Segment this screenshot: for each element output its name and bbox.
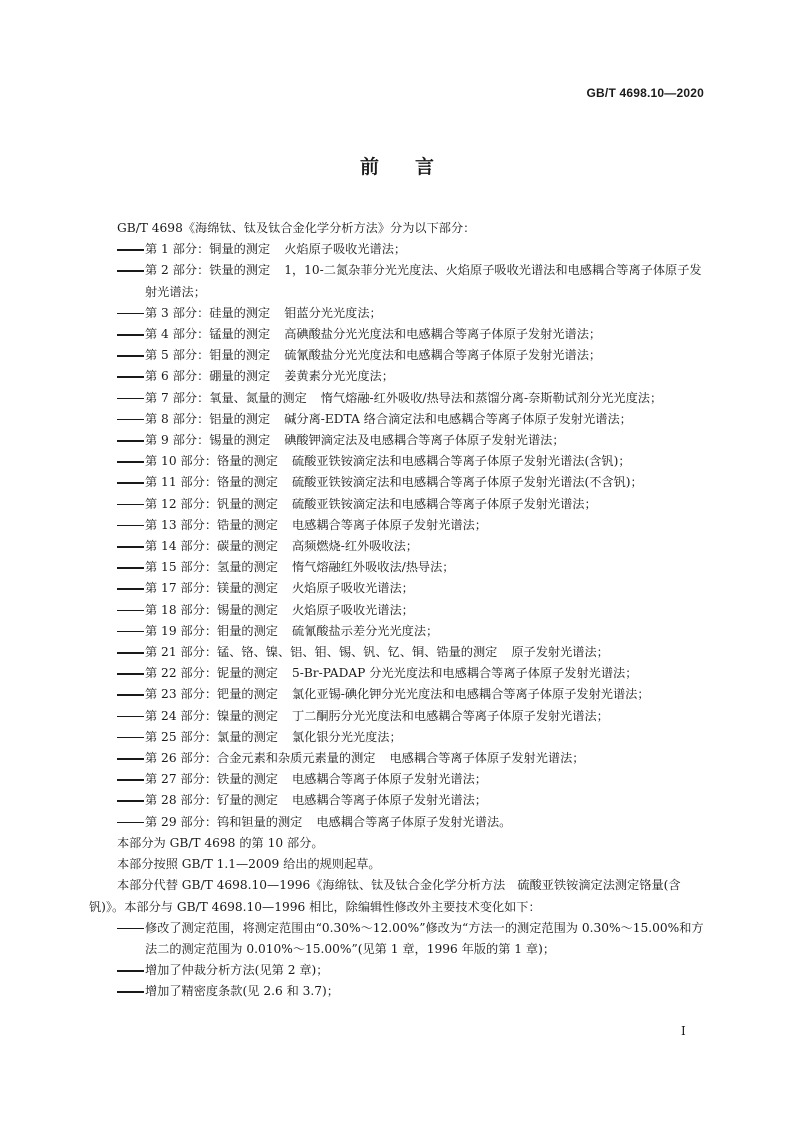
part-label: 第 23 部分：钯量的测定 xyxy=(145,687,278,702)
document-body xyxy=(89,218,707,1003)
part-method: 氯化亚锡-碘化钾分光光度法和电感耦合等离子体原子发射光谱法； xyxy=(291,687,650,702)
part-label: 第 14 部分：碳量的测定 xyxy=(145,539,278,554)
part-method: 原子发射光谱法； xyxy=(511,645,609,660)
part-label: 第 6 部分：硼量的测定 xyxy=(145,369,271,384)
list-item xyxy=(89,345,707,366)
part-label: 第 2 部分：铁量的测定 xyxy=(145,263,271,278)
list-item xyxy=(89,600,707,621)
part-method: 电感耦合等离子体原子发射光谱法； xyxy=(291,793,487,808)
part-method: 姜黄素分光光度法； xyxy=(284,369,394,384)
part-method: 电感耦合等离子体原子发射光谱法； xyxy=(291,517,487,532)
part-method: 惰气熔融红外吸收法/热导法； xyxy=(291,560,455,575)
standard-code: GB/T 4698.10—2020 xyxy=(586,86,704,100)
list-item xyxy=(89,494,707,515)
list-item xyxy=(89,388,707,409)
list-item xyxy=(89,366,707,387)
part-method: 火焰原子吸收光谱法； xyxy=(291,602,414,617)
part-label: 第 9 部分：锡量的测定 xyxy=(145,433,271,448)
page-number: I xyxy=(681,1024,686,1038)
part-label: 第 13 部分：锆量的测定 xyxy=(145,517,278,532)
change-item: 增加了精密度条款(见 2.6 和 3.7)； xyxy=(89,981,707,1002)
part-label: 第 25 部分：氯量的测定 xyxy=(145,729,278,744)
page-title: 前言 xyxy=(359,156,470,178)
list-item xyxy=(89,409,707,430)
part-label: 第 15 部分：氢量的测定 xyxy=(145,560,278,575)
part-label: 第 24 部分：镍量的测定 xyxy=(145,708,278,723)
part-label: 第 26 部分：合金元素和杂质元素量的测定 xyxy=(145,751,376,766)
part-of-paragraph: 本部分为 GB/T 4698 的第 10 部分。 xyxy=(117,835,324,850)
drafting-paragraph: 本部分按照 GB/T 1.1—2009 给出的规则起草。 xyxy=(117,857,381,872)
part-label: 第 8 部分：铝量的测定 xyxy=(145,411,271,426)
intro-paragraph: GB/T 4698《海绵钛、钛及钛合金化学分析方法》分为以下部分： xyxy=(117,221,476,235)
part-label: 第 19 部分：钼量的测定 xyxy=(145,623,278,638)
part-label: 第 12 部分：钒量的测定 xyxy=(145,496,278,511)
list-item xyxy=(89,430,707,451)
list-item xyxy=(89,451,707,472)
part-method: 硫氰酸盐分光光度法和电感耦合等离子体原子发射光谱法； xyxy=(284,348,602,363)
part-label: 第 11 部分：铬量的测定 xyxy=(145,475,278,490)
list-item xyxy=(89,578,707,599)
part-method: 硫氰酸盐示差分光光度法； xyxy=(291,623,439,638)
part-label: 第 4 部分：锰量的测定 xyxy=(145,327,271,342)
list-item xyxy=(89,663,707,684)
part-method: 碘酸钾滴定法及电感耦合等离子体原子发射光谱法； xyxy=(284,433,565,448)
list-item xyxy=(89,324,707,345)
list-item xyxy=(89,239,707,260)
part-label: 第 10 部分：铬量的测定 xyxy=(145,454,278,469)
part-method: 硫酸亚铁铵滴定法和电感耦合等离子体原子发射光谱法(含钒)； xyxy=(291,454,631,469)
part-method: 火焰原子吸收光谱法； xyxy=(291,581,414,596)
parts-list xyxy=(89,239,707,833)
part-method: 氯化银分光光度法； xyxy=(291,729,402,744)
part-label: 第 5 部分：钼量的测定 xyxy=(145,348,271,363)
part-method: 硫酸亚铁铵滴定法和电感耦合等离子体原子发射光谱法(不含钒)； xyxy=(291,475,643,490)
part-method: 电感耦合等离子体原子发射光谱法。 xyxy=(316,814,512,829)
part-label: 第 7 部分：氧量、氮量的测定 xyxy=(145,390,307,405)
part-method: 碱分离-EDTA 络合滴定法和电感耦合等离子体原子发射光谱法； xyxy=(284,411,632,426)
part-label: 第 28 部分：钌量的测定 xyxy=(145,793,278,808)
part-method: 丁二酮肟分光光度法和电感耦合等离子体原子发射光谱法； xyxy=(291,708,609,723)
part-label: 第 22 部分：铌量的测定 xyxy=(145,666,278,681)
list-item xyxy=(89,536,707,557)
part-label: 第 18 部分：锡量的测定 xyxy=(145,602,278,617)
replace-paragraph: 本部分代替 GB/T 4698.10—1996《海绵钛、钛及钛合金化学分析方法 硫酸亚铁铵滴定法测定铬量(含钒)》。本部分与 GB/T 4698.10—1996 相比，除编辑性修改外主要技术变化如下： xyxy=(89,878,681,914)
part-method: 1，10-二氮杂菲分光光度法、火焰原子吸收光谱法和电感耦合等离子体原子发射光谱法； xyxy=(145,263,702,299)
part-method: 高频燃烧-红外吸收法； xyxy=(291,539,418,554)
part-method: 电感耦合等离子体原子发射光谱法； xyxy=(291,772,487,787)
part-method: 火焰原子吸收光谱法； xyxy=(284,242,407,257)
part-label: 第 29 部分：钨和钽量的测定 xyxy=(145,814,303,829)
list-item xyxy=(89,260,707,302)
change-item: 修改了测定范围，将测定范围由“0.30%～12.00%”修改为“方法一的测定范围为 0.30%～15.00%和方法二的测定范围为 0.010%～15.00%”(见第 1 章，1996 年版的第 1 章)； xyxy=(89,918,707,960)
list-item xyxy=(89,684,707,705)
list-item xyxy=(89,812,707,833)
part-label: 第 27 部分：铁量的测定 xyxy=(145,772,278,787)
part-label: 第 17 部分：镁量的测定 xyxy=(145,581,278,596)
list-item xyxy=(89,790,707,811)
part-label: 第 3 部分：硅量的测定 xyxy=(145,305,271,320)
changes-list xyxy=(89,918,707,1003)
part-method: 钼蓝分光光度法； xyxy=(284,305,382,320)
list-item xyxy=(89,621,707,642)
list-item xyxy=(89,706,707,727)
list-item xyxy=(89,303,707,324)
part-label: 第 21 部分：锰、铬、镍、铝、钼、锡、钒、钇、铜、锆量的测定 xyxy=(145,645,498,660)
part-method: 高碘酸盐分光光度法和电感耦合等离子体原子发射光谱法； xyxy=(284,327,602,342)
list-item xyxy=(89,769,707,790)
part-method: 5-Br-PADAP 分光光度法和电感耦合等离子体原子发射光谱法； xyxy=(291,666,638,681)
part-label: 第 1 部分：铜量的测定 xyxy=(145,242,271,257)
change-item: 增加了仲裁分析方法(见第 2 章)； xyxy=(89,960,707,981)
list-item xyxy=(89,515,707,536)
part-method: 电感耦合等离子体原子发射光谱法； xyxy=(389,751,585,766)
list-item xyxy=(89,557,707,578)
list-item xyxy=(89,642,707,663)
part-method: 硫酸亚铁铵滴定法和电感耦合等离子体原子发射光谱法； xyxy=(291,496,597,511)
list-item xyxy=(89,748,707,769)
list-item xyxy=(89,727,707,748)
list-item xyxy=(89,472,707,493)
part-method: 惰气熔融-红外吸收/热导法和蒸馏分离-奈斯勒试剂分光光度法； xyxy=(320,390,663,405)
